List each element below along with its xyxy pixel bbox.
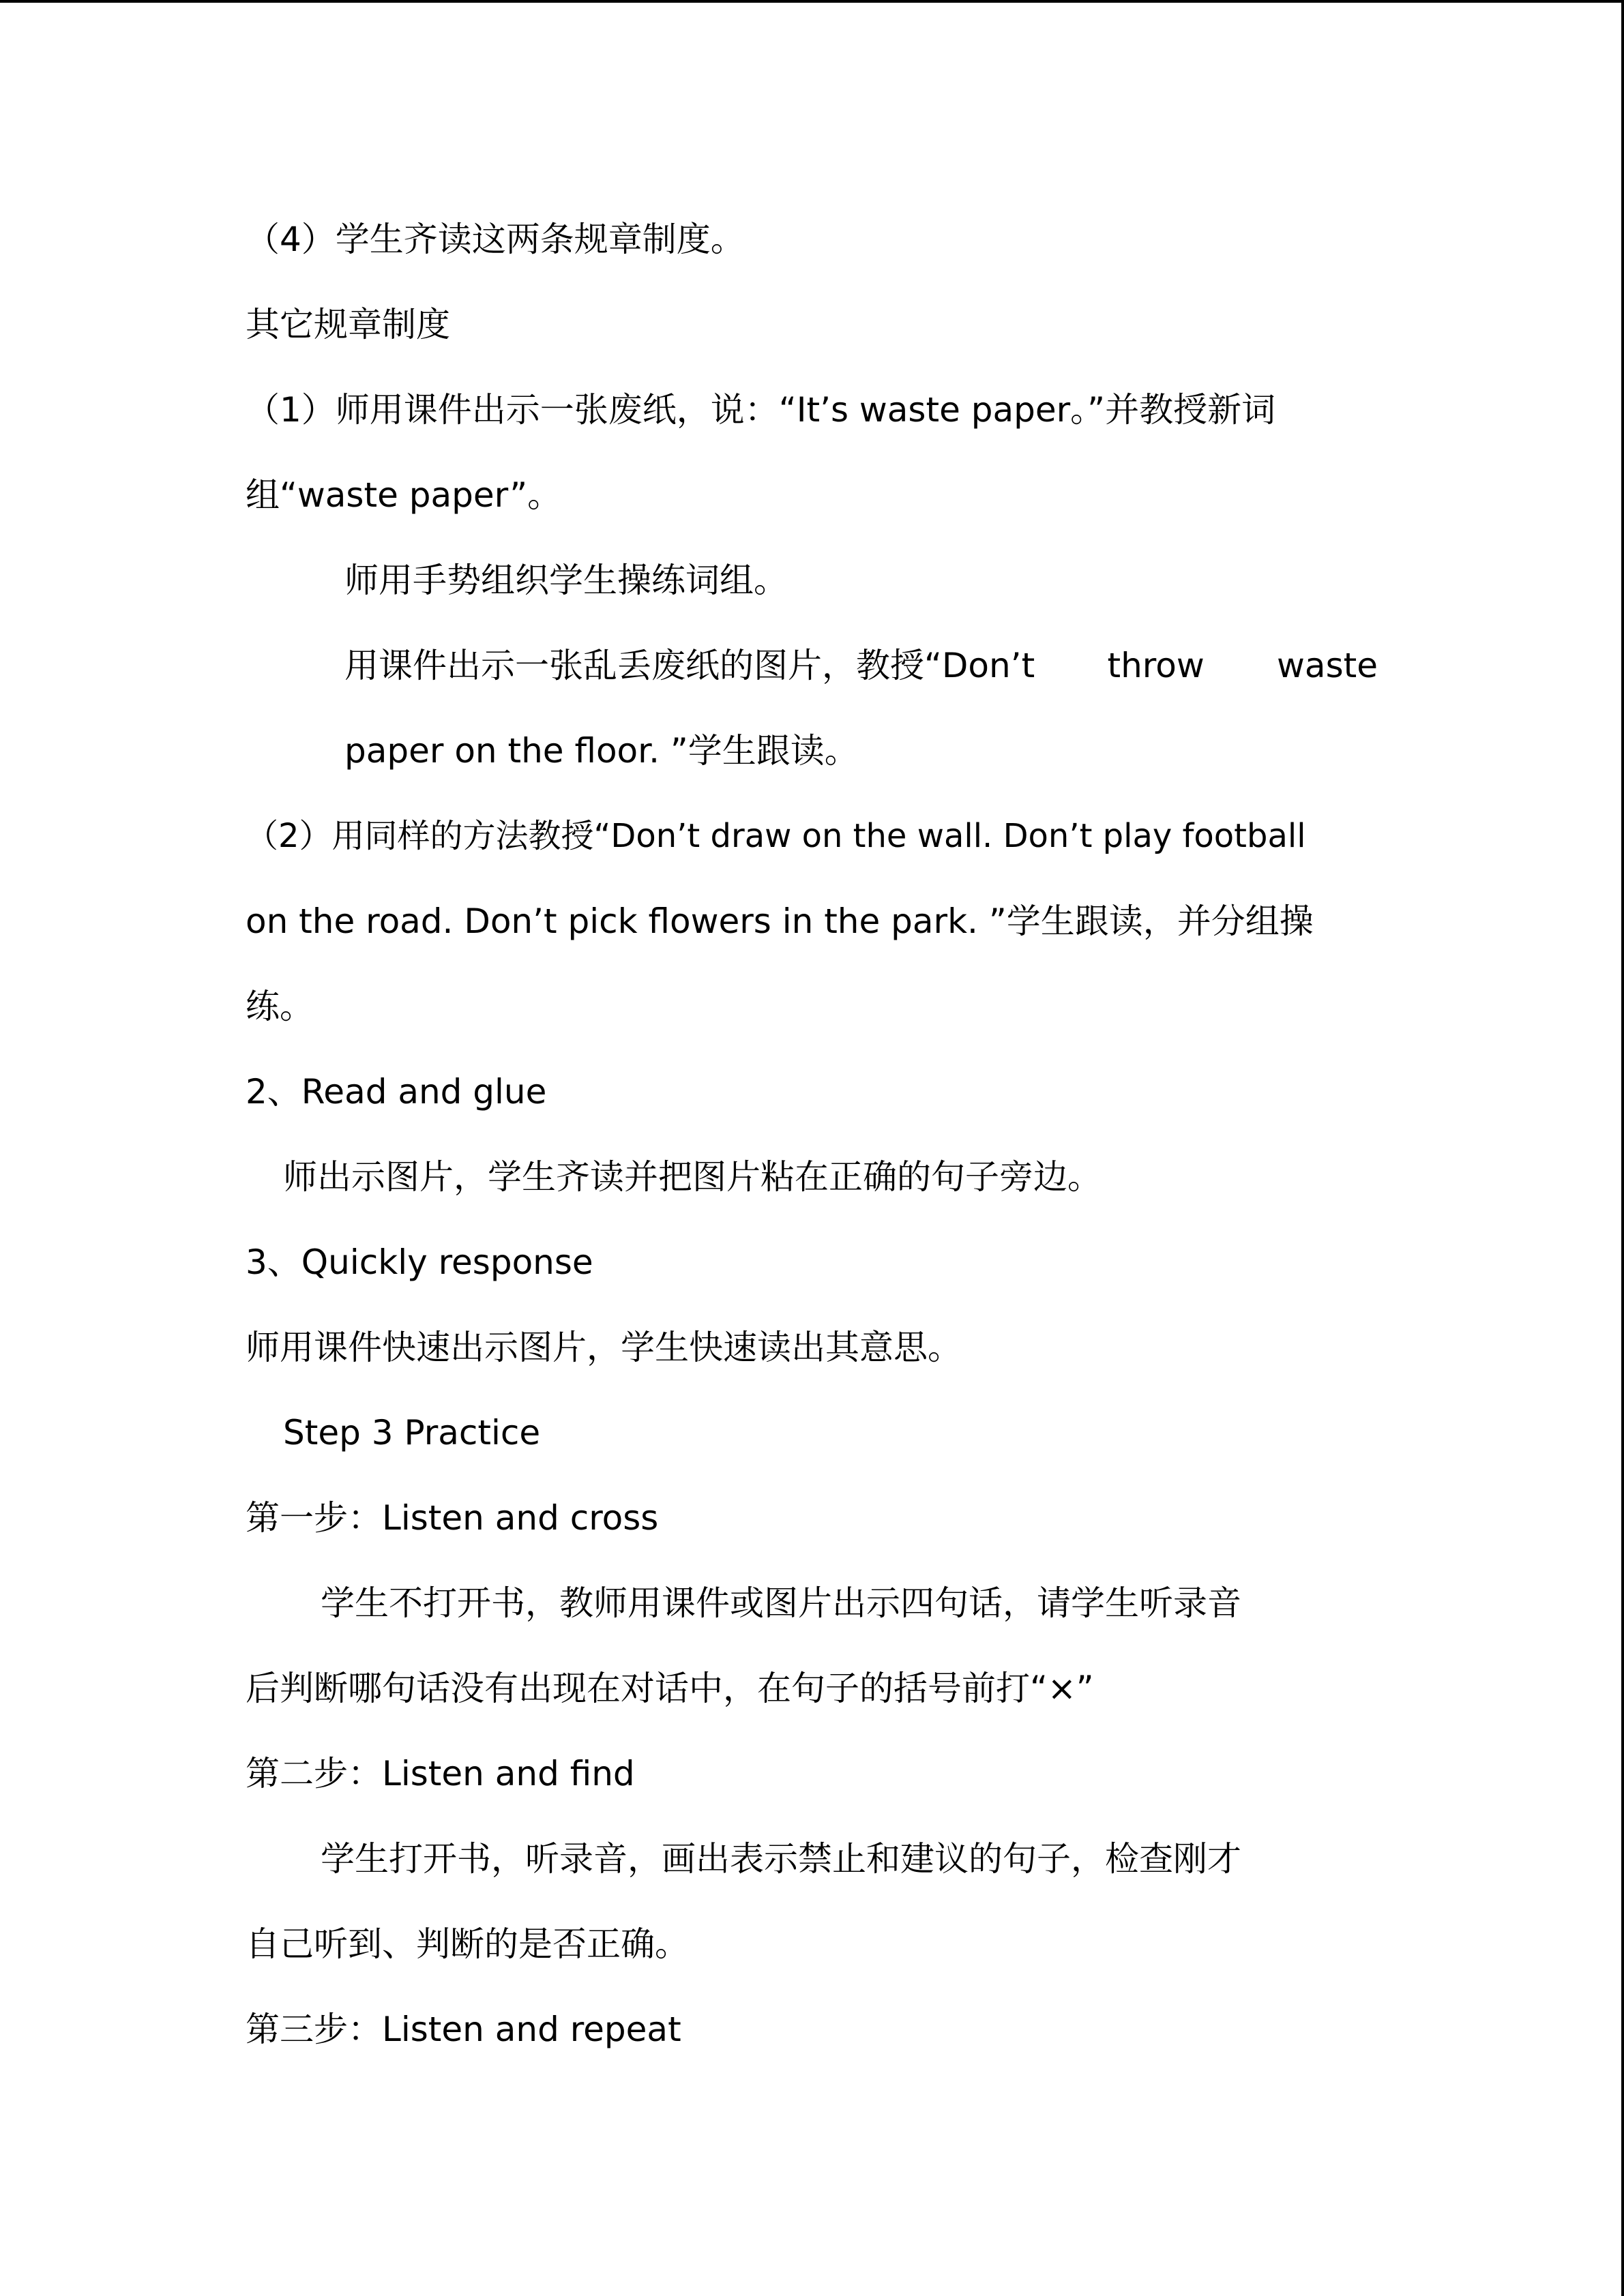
text-line: 练。 xyxy=(246,987,314,1026)
text-line: 师用课件快速出示图片，学生快速读出其意思。 xyxy=(246,1328,962,1367)
text-part: throw xyxy=(1107,646,1205,685)
text-line: （2）用同样的方法教授“Don’t draw on the wall. Don’t play football xyxy=(246,817,1306,855)
text-line: 其它规章制度 xyxy=(246,305,450,344)
text-line: 后判断哪句话没有出现在对话中，在句子的括号前打“×” xyxy=(246,1669,1094,1708)
text-line: 师出示图片，学生齐读并把图片粘在正确的句子旁边。 xyxy=(283,1157,1102,1197)
section-heading: Step 3 Practice xyxy=(283,1413,541,1452)
text-line: paper on the floor. ”学生跟读。 xyxy=(344,731,859,771)
text-line: 组“waste paper”。 xyxy=(246,475,562,515)
step-heading: 第二步：Listen and find xyxy=(246,1754,635,1793)
text-line: on the road. Don’t pick flowers in the park. ”学生跟读，并分组操 xyxy=(246,901,1314,941)
section-heading: 2、Read and glue xyxy=(246,1072,547,1112)
text-line: （1）师用课件出示一张废纸，说：“It’s waste paper。”并教授新词 xyxy=(246,390,1276,430)
text-line: 师用手势组织学生操练词组。 xyxy=(344,561,788,600)
text-line: 学生打开书，听录音，画出表示禁止和建议的句子，检查刚才 xyxy=(321,1839,1241,1879)
text-line: 自己听到、判断的是否正确。 xyxy=(246,1924,689,1964)
section-heading: 3、Quickly response xyxy=(246,1242,593,1282)
text-line: 学生不打开书，教师用课件或图片出示四句话，请学生听录音 xyxy=(321,1583,1241,1623)
step-heading: 第一步：Listen and cross xyxy=(246,1498,659,1538)
step-heading: 第三步：Listen and repeat xyxy=(246,2010,681,2049)
text-line: （4）学生齐读这两条规章制度。 xyxy=(246,220,745,259)
text-line-justified xyxy=(344,645,1378,686)
text-part: 用课件出示一张乱丢废纸的图片，教授“Don’t xyxy=(344,646,1035,685)
text-part: waste xyxy=(1277,646,1378,685)
